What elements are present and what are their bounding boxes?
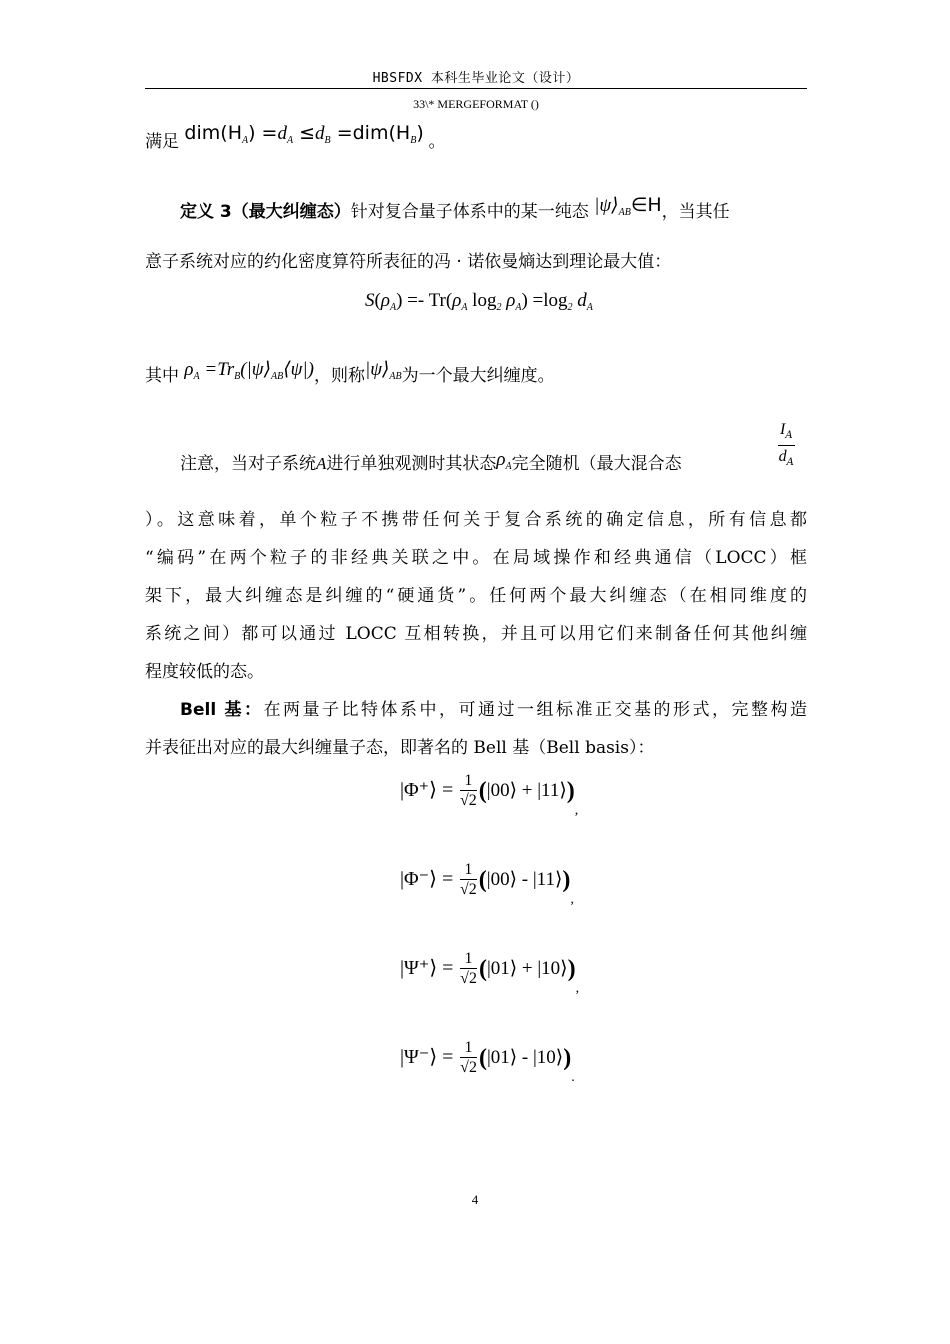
maximally-mixed-fraction: $\frac{I_A}{d_A}$ [778, 421, 794, 468]
bell-state-psi-plus: |Ψ⁺⟩ = $\frac{1}{√2}$ (|01⟩ + $|10⟩)_,$ [400, 950, 580, 996]
reduced-density-operator: $\rho_A$ $=Tr_B(|\psi⟩_{AB}⟨\psi|)$ [184, 359, 314, 382]
where-line: 其中 $\rho_A$ $=Tr_B(|\psi⟩_{AB}⟨\psi|)$，则称$|\psi⟩_{AB}$为一个最大纠缠度。 [145, 359, 555, 386]
page-number: 4 [471, 1192, 479, 1207]
definition-label: 定义 3（最大纠缠态） [180, 202, 351, 222]
condition-prefix: 满足 [145, 132, 179, 152]
running-header: HBSFDX 本科生毕业论文（设计） [372, 71, 580, 86]
header-rule [145, 88, 807, 89]
dimension-inequality: $dim(H_A) =d_A \le d_B =dim(H_B)$ [184, 122, 424, 146]
note-line-5: 系统之间）都可以通过 LOCC 互相转换，并且可以用它们来制备任何其他纠缠 [145, 624, 807, 644]
definition-line-1: 定义 3（最大纠缠态）针对复合量子体系中的某一纯态 $|\psi⟩_{AB}\in H$，当其任 [180, 194, 730, 222]
bell-line-2: 并表征出对应的最大纠缠量子态，即著名的 Bell 基（Bell basis）： [145, 738, 655, 758]
note-line-3: “编码”在两个粒子的非经典关联之中。在局域操作和经典通信（LOCC）框 [145, 548, 807, 568]
bell-state-phi-minus: |Φ⁻⟩ = $\frac{1}{√2}$ (|00⟩ - $|11⟩)_,$ [400, 861, 574, 907]
field-code-text: 33\* MERGEFORMAT () [413, 97, 539, 111]
entropy-equation: $S(\rho_A) =- Tr(\rho_A$ $\log_2 \rho_A) =\log_2$ $d_A$ [365, 290, 593, 313]
condition-suffix: 。 [428, 132, 446, 152]
bell-state-psi-minus: |Ψ⁻⟩ = $\frac{1}{√2}$ (|01⟩ - $|10⟩)_.$ [400, 1039, 575, 1085]
bell-line-1: Bell 基：在两量子比特体系中，可通过一组标准正交基的形式，完整构造 [180, 700, 808, 720]
definition-line-2: 意子系统对应的约化密度算符所表征的冯 · 诺依曼熵达到理论最大值： [145, 252, 672, 272]
bell-label: Bell 基： [180, 700, 264, 720]
bell-state-phi-plus: |Φ⁺⟩ = $\frac{1}{√2}$ (|00⟩ + $|11⟩)_,$ [400, 772, 579, 818]
condition-line [145, 122, 446, 162]
rho-a: $\rho_A$ [496, 449, 512, 472]
note-line-4: 架下，最大纠缠态是纠缠的“硬通货”。任何两个最大纠缠态（在相同维度的 [145, 586, 807, 606]
note-line-6: 程度较低的态。 [145, 662, 264, 682]
psi-ket: $|\psi⟩_{AB}\in H$ [594, 194, 662, 218]
psi-ket-ab: $|\psi⟩_{AB}$ [364, 359, 402, 382]
note-line-1: 注意，当对子系统A进行单独观测时其状态$\rho_A$完全随机（最大混合态 [180, 449, 682, 474]
note-line-2: ）。这意味着，单个粒子不携带任何关于复合系统的确定信息，所有信息都 [145, 510, 807, 530]
